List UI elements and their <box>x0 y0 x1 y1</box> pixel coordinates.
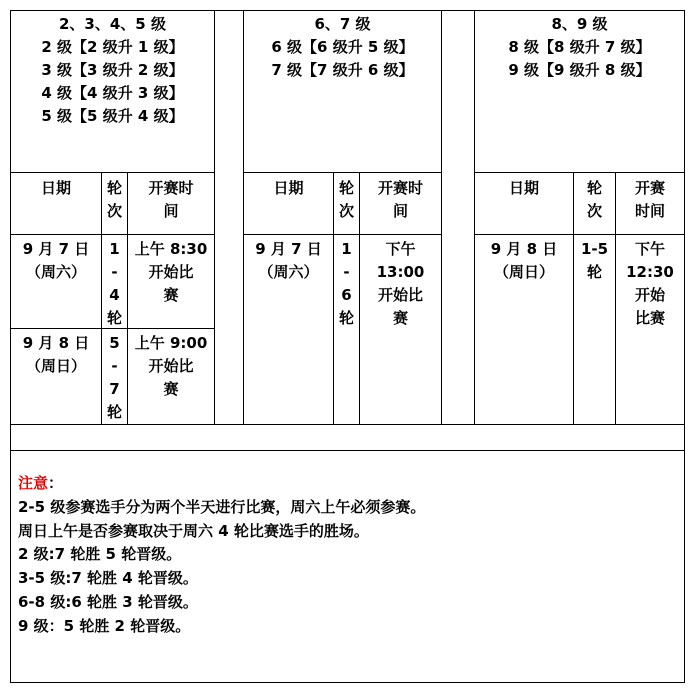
row-round-line: 1 <box>109 240 120 258</box>
header-start-line: 开赛时 <box>148 179 194 197</box>
row-time-line: 上午 8:30 <box>134 240 208 258</box>
header-round <box>334 177 359 223</box>
header-start <box>128 177 214 223</box>
row-time-line: 下午 <box>385 240 416 258</box>
header-round-line: 轮 <box>586 179 602 197</box>
row-round-line: 1 <box>341 240 352 258</box>
row-round <box>102 332 127 424</box>
row-round <box>334 238 359 330</box>
row-time-line: 13:00 <box>376 263 425 281</box>
note-line: 9 级：5 轮胜 2 轮晋级。 <box>18 616 191 635</box>
row-date-line: （周六） <box>258 263 319 281</box>
table-border-top <box>10 10 685 11</box>
group-heading <box>244 13 441 82</box>
header-round-line: 次 <box>586 202 602 220</box>
row-time <box>128 332 214 401</box>
row-time-line: 赛 <box>163 286 179 304</box>
group-line: 3 级【3 级升 2 级】 <box>41 61 184 79</box>
divider <box>10 450 685 451</box>
header-start-line: 间 <box>163 202 179 220</box>
header-start-line: 开赛 <box>634 179 665 197</box>
table-border-bottom <box>10 682 685 683</box>
row-round-line: 5 <box>109 334 120 352</box>
header-date: 日期 <box>508 179 539 197</box>
note-line: 2 级:7 轮胜 5 轮晋级。 <box>18 545 182 564</box>
header-round <box>574 177 615 223</box>
divider <box>10 172 215 173</box>
header-start <box>616 177 684 223</box>
row-date <box>11 332 101 378</box>
row-date-line: （周六） <box>25 263 86 281</box>
row-round-line: 4 <box>109 286 120 304</box>
divider <box>243 172 441 173</box>
row-date-line: 9 月 7 日 <box>22 240 90 258</box>
row-time-line: 上午 9:00 <box>134 334 208 352</box>
group-title: 8、9 级 <box>551 15 608 33</box>
row-round-line: - <box>111 263 118 281</box>
row-time-line: 开始比 <box>377 286 423 304</box>
notes-title-colon: ： <box>48 474 64 492</box>
divider <box>441 10 442 425</box>
group-line: 4 级【4 级升 3 级】 <box>41 84 184 102</box>
group-line: 2 级【2 级升 1 级】 <box>41 38 184 56</box>
row-time-line: 下午 <box>634 240 665 258</box>
row-date-line: 9 月 8 日 <box>490 240 558 258</box>
row-date-line: 9 月 8 日 <box>22 334 90 352</box>
row-time <box>128 238 214 307</box>
row-date <box>11 238 101 284</box>
header-round <box>102 177 127 223</box>
group-line: 5 级【5 级升 4 级】 <box>41 107 184 125</box>
row-round-line: 轮 <box>586 263 602 281</box>
group-line: 9 级【9 级升 8 级】 <box>508 61 651 79</box>
group-line: 8 级【8 级升 7 级】 <box>508 38 651 56</box>
notes-title: 注意 <box>18 474 49 492</box>
row-round-line: 轮 <box>106 403 122 421</box>
row-date-line: （周日） <box>493 263 554 281</box>
header-date: 日期 <box>273 179 304 197</box>
group-title: 2、3、4、5 级 <box>59 15 166 33</box>
row-time <box>616 238 684 330</box>
notes-section <box>18 472 425 639</box>
header-start-line: 间 <box>392 202 408 220</box>
divider <box>214 10 215 425</box>
header-round-line: 次 <box>338 202 354 220</box>
header-round-line: 次 <box>106 202 122 220</box>
header-round-line: 轮 <box>106 179 122 197</box>
group-line: 6 级【6 级升 5 级】 <box>271 38 414 56</box>
row-time-line: 赛 <box>392 309 408 327</box>
row-round-line: 7 <box>109 380 120 398</box>
row-time-line: 12:30 <box>626 263 674 281</box>
header-round-line: 轮 <box>338 179 354 197</box>
row-date-line: （周日） <box>25 357 86 375</box>
row-round-line: 轮 <box>106 309 122 327</box>
row-round <box>574 238 615 284</box>
row-time-line: 开始 <box>634 286 665 304</box>
header-start-line: 时间 <box>634 202 665 220</box>
row-date <box>475 238 573 284</box>
table-border-right <box>684 10 685 683</box>
note-line: 2-5 级参赛选手分为两个半天进行比赛，周六上午必须参赛。 <box>18 497 426 516</box>
note-line: 3-5 级:7 轮胜 4 轮晋级。 <box>18 569 198 588</box>
row-date <box>244 238 333 284</box>
row-time-line: 赛 <box>163 380 179 398</box>
row-round-line: - <box>111 357 118 375</box>
divider <box>243 234 441 235</box>
row-time <box>360 238 441 330</box>
divider <box>474 234 685 235</box>
row-time-line: 比赛 <box>634 309 665 327</box>
header-start <box>360 177 441 223</box>
divider <box>10 234 215 235</box>
group-line: 7 级【7 级升 6 级】 <box>271 61 414 79</box>
note-line: 周日上午是否参赛取决于周六 4 轮比赛选手的胜场。 <box>18 521 369 540</box>
group-heading <box>475 13 684 82</box>
row-round <box>102 238 127 330</box>
header-date: 日期 <box>40 179 71 197</box>
row-round-line: 1-5 <box>580 240 609 258</box>
row-round-line: 轮 <box>338 309 354 327</box>
notes-heading <box>18 472 425 496</box>
row-round-line: - <box>343 263 350 281</box>
row-time-line: 开始比 <box>148 263 194 281</box>
row-round-line: 6 <box>341 286 352 304</box>
row-time-line: 开始比 <box>148 357 194 375</box>
group-title: 6、7 级 <box>314 15 371 33</box>
divider <box>10 424 685 425</box>
note-line: 6-8 级:6 轮胜 3 轮晋级。 <box>18 592 198 611</box>
row-date-line: 9 月 7 日 <box>255 240 322 258</box>
header-start-line: 开赛时 <box>377 179 423 197</box>
group-heading <box>11 13 214 128</box>
divider <box>474 172 685 173</box>
